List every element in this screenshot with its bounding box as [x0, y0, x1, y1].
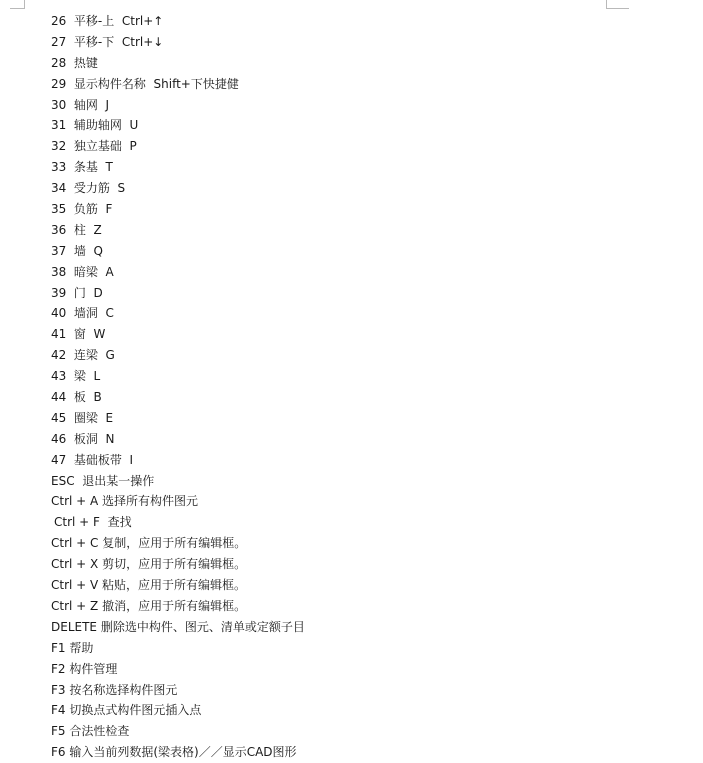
- list-item: 26 平移-上 Ctrl+↑: [51, 14, 164, 28]
- list-item: 32 独立基础 P: [51, 139, 137, 154]
- list-item: 28 热键: [51, 55, 98, 70]
- list-item: 43 梁 L: [51, 369, 101, 384]
- list-item: 40 墙洞 C: [51, 306, 114, 321]
- list-item: 39 门 D: [51, 285, 103, 300]
- list-item: 45 圈梁 E: [51, 410, 114, 425]
- list-item: DELETE 删除选中构件、图元、清单或定额子目: [51, 619, 305, 634]
- list-item: F2 构件管理: [51, 661, 118, 676]
- list-item: Ctrl + F 查找: [54, 515, 132, 530]
- list-item: 36 柱 Z: [51, 222, 102, 237]
- list-item: 27 平移-下 Ctrl+↓: [51, 34, 164, 49]
- list-item: F1 帮助: [51, 640, 94, 655]
- list-item: Ctrl + Z 撤消，应用于所有编辑框。: [51, 598, 247, 613]
- list-item: 41 窗 W: [51, 327, 106, 342]
- list-item: Ctrl + X 剪切，应用于所有编辑框。: [51, 557, 247, 572]
- list-item: 44 板 B: [51, 390, 102, 405]
- page-corner-mark-right: [606, 0, 629, 9]
- list-item: 30 轴网 J: [51, 97, 110, 112]
- list-item: F5 合法性检查: [51, 724, 130, 739]
- list-item: 33 条基 T: [51, 160, 113, 175]
- list-item: 34 受力筋 S: [51, 181, 126, 196]
- list-item: Ctrl + V 粘贴，应用于所有编辑框。: [51, 578, 247, 593]
- list-item: 38 暗梁 A: [51, 264, 114, 279]
- list-item: F4 切换点式构件图元插入点: [51, 703, 202, 718]
- list-item: 31 辅助轴网 U: [51, 118, 139, 133]
- list-item: F6 输入当前列数据(梁表格)／／显示CAD图形: [51, 745, 297, 760]
- page-corner-mark-left: [10, 0, 25, 9]
- list-item: 37 墙 Q: [51, 243, 103, 258]
- list-item: 35 负筋 F: [51, 202, 113, 217]
- list-item: ESC 退出某一操作: [51, 473, 155, 488]
- list-item: F3 按名称选择构件图元: [51, 682, 178, 697]
- list-item: Ctrl + A 选择所有构件图元: [51, 494, 199, 509]
- list-item: 47 基础板带 I: [51, 452, 134, 467]
- list-item: 29 显示构件名称 Shift+下快捷健: [51, 76, 239, 91]
- list-item: 46 板洞 N: [51, 431, 115, 446]
- list-item: Ctrl + C 复制，应用于所有编辑框。: [51, 536, 247, 551]
- list-item: 42 连梁 G: [51, 348, 115, 363]
- shortcut-list: [51, 11, 305, 763]
